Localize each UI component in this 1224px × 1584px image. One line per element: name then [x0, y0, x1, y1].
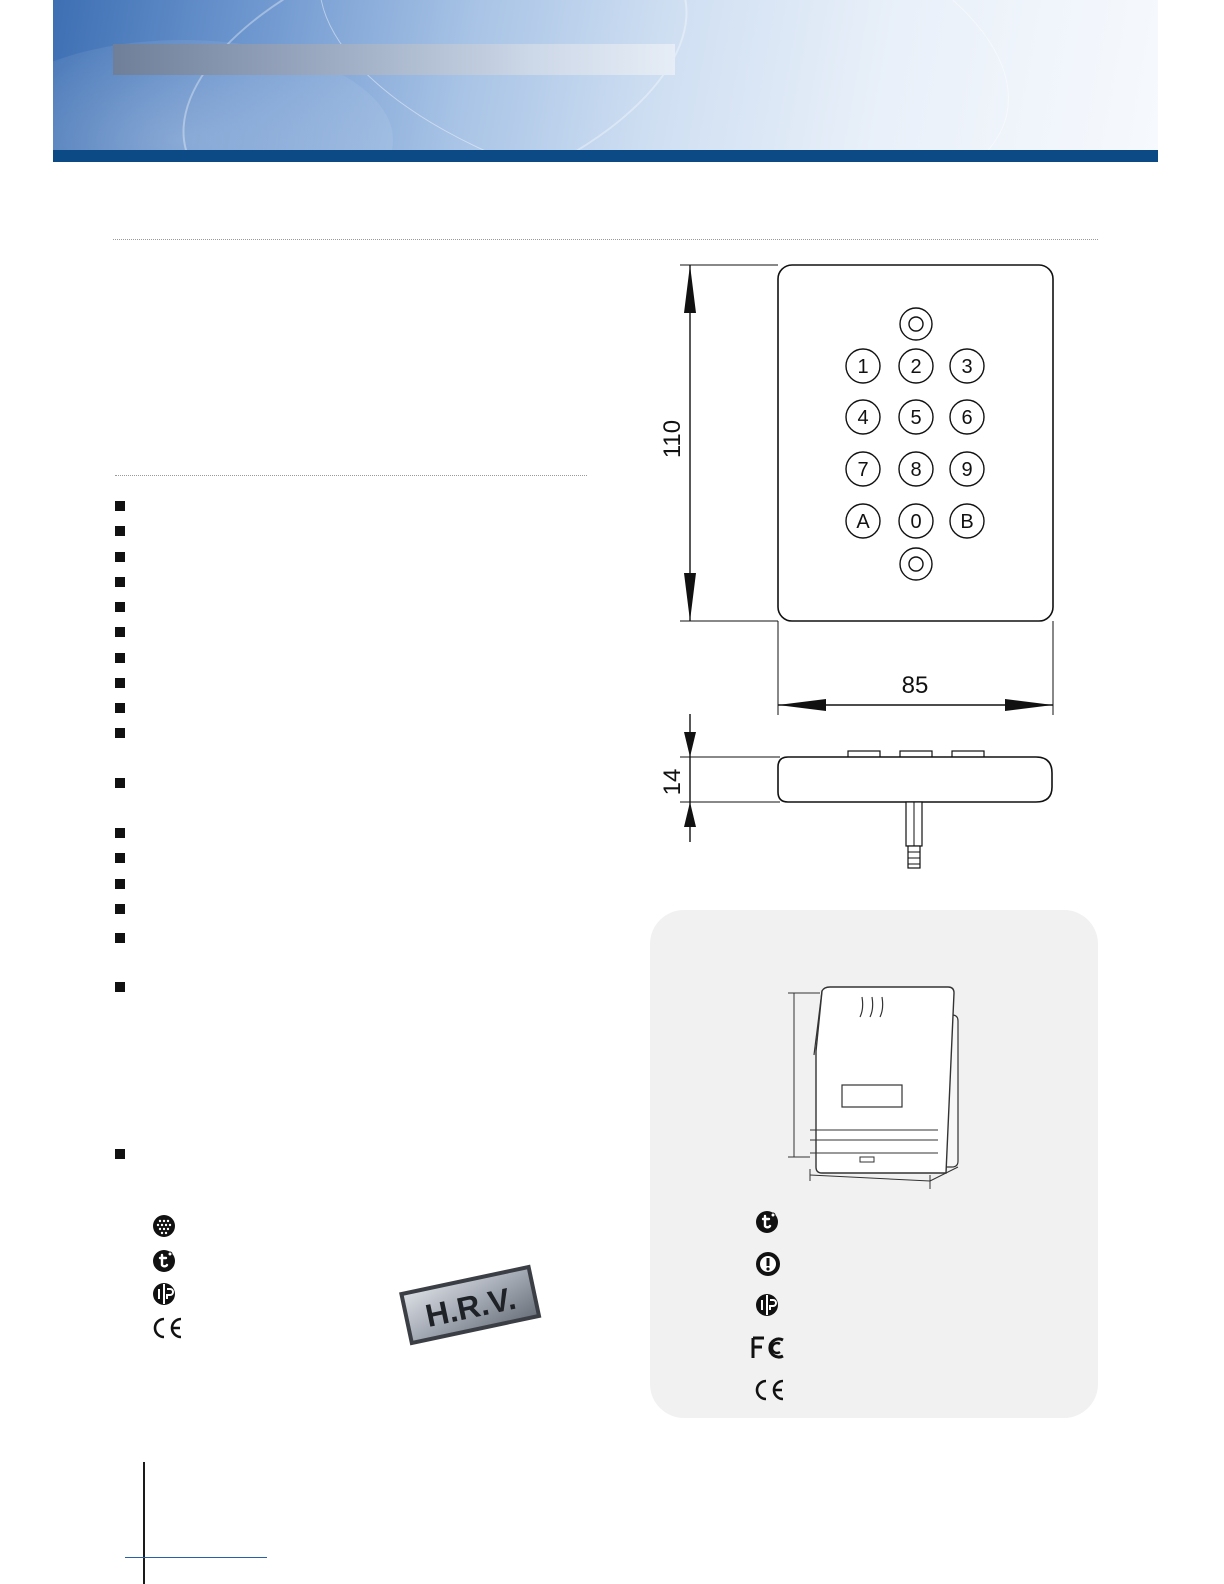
keypad-key: 7 [857, 459, 869, 481]
keypad-key: B [960, 511, 974, 533]
warning-icon [755, 1251, 781, 1277]
controller-drawing [780, 985, 970, 1205]
list-bullet [115, 678, 125, 688]
keypad-key: 3 [961, 356, 973, 378]
header-banner [53, 0, 1158, 150]
keypad-key: 9 [961, 459, 973, 481]
keypad-key: 6 [961, 407, 973, 429]
footer-vertical-rule [143, 1462, 145, 1584]
list-bullet [115, 879, 125, 889]
list-bullet [115, 828, 125, 838]
fcc-icon [750, 1335, 788, 1361]
keypad-key: A [856, 511, 870, 533]
hrv-logo-text: H.R.V. [422, 1279, 520, 1335]
height-dimension-label: 110 [659, 419, 686, 459]
list-bullet [115, 501, 125, 511]
list-bullet [115, 577, 125, 587]
list-bullet [115, 526, 125, 536]
list-bullet [115, 627, 125, 637]
width-dimension-label: 85 [901, 672, 929, 699]
ce-mark-icon [752, 1378, 788, 1402]
temperature-icon [152, 1249, 176, 1273]
list-bullet [115, 982, 125, 992]
list-bullet [115, 853, 125, 863]
keypad-front-drawing [640, 255, 1080, 725]
grid-dot-icon [152, 1214, 176, 1238]
keypad-key: 5 [910, 407, 922, 429]
header-rule [53, 150, 1158, 162]
keypad-key: 4 [857, 407, 869, 429]
list-bullet [115, 602, 125, 612]
footer-horizontal-rule [125, 1557, 267, 1558]
keypad-key: 8 [910, 459, 922, 481]
hrv-logo [397, 1258, 543, 1350]
temperature-icon [755, 1210, 779, 1234]
features-divider [115, 475, 587, 476]
list-bullet [115, 933, 125, 943]
list-bullet [115, 728, 125, 738]
depth-dimension-label: 14 [659, 768, 686, 796]
keypad-side-drawing [640, 712, 1080, 882]
ce-mark-icon [150, 1316, 186, 1340]
keypad-key: 1 [857, 356, 869, 378]
list-bullet [115, 1149, 125, 1159]
list-bullet [115, 653, 125, 663]
list-bullet [115, 904, 125, 914]
list-bullet [115, 778, 125, 788]
keypad-key: 0 [910, 511, 922, 533]
ip-rating-icon [152, 1282, 176, 1306]
title-bar [113, 44, 675, 75]
ip-rating-icon [755, 1293, 779, 1317]
list-bullet [115, 552, 125, 562]
list-bullet [115, 703, 125, 713]
section-divider [113, 239, 1098, 240]
keypad-key: 2 [910, 356, 922, 378]
